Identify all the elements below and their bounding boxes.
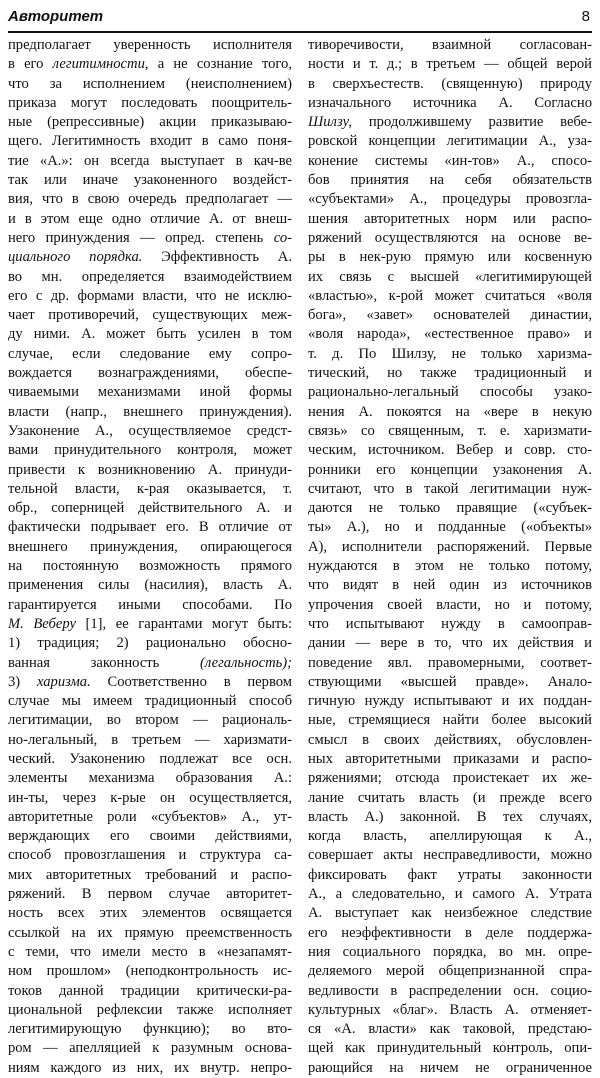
text-line — [8, 808, 292, 827]
text-line — [8, 518, 292, 537]
text-run: «воля народа», «естественное право» и — [308, 326, 592, 343]
text-line — [308, 345, 592, 364]
text-line — [308, 634, 592, 653]
text-line — [308, 538, 592, 557]
text-run: ности и т. д.; в третьем — общей верой — [308, 56, 592, 73]
text-run: их связь с высшей «легитимирующей — [308, 268, 592, 285]
text-line — [8, 962, 292, 981]
header-rule — [8, 31, 592, 33]
text-run: приказа могут последовать поощритель- — [8, 94, 292, 111]
text-run: что за исполнением (неисполнением) — [8, 75, 292, 92]
text-run: Эффективность А. — [142, 249, 292, 266]
text-line — [8, 499, 292, 518]
text-run: ческим, источником. Вебер и совр. сто- — [308, 442, 592, 459]
text-run: А. выступает как неизбежное следствие — [308, 905, 592, 922]
text-run: изначального источника А. Согласно — [308, 94, 592, 111]
text-line — [308, 1059, 592, 1078]
text-line — [308, 36, 592, 55]
text-line — [8, 75, 292, 94]
text-line — [308, 55, 592, 74]
text-run: А), исполнители распоряжений. Первые — [308, 538, 592, 555]
text-run: вия, что в свою очередь предполагает — — [8, 191, 292, 208]
text-line — [308, 190, 592, 209]
text-run: верждающих его своими действиями, — [8, 828, 292, 845]
text-run: что испытывают нужду в самооправ- — [308, 615, 592, 632]
text-run: чает противоречий, существующих меж- — [8, 307, 292, 324]
text-run: а не сознание того, — [148, 56, 292, 73]
text-run: тие «А.»: он всегда выступает в кач-ве — [8, 152, 292, 169]
text-line — [308, 827, 592, 846]
text-run: ронники его концепции узаконения А. — [308, 461, 592, 478]
text-run: ряжений осуществляются на основе ве- — [308, 229, 592, 246]
text-line — [8, 654, 292, 673]
text-line — [8, 55, 292, 74]
text-run: ряжений. В первом случае авторитет- — [8, 886, 292, 903]
text-run: легитимирующую функцию); во вто- — [8, 1021, 292, 1038]
text-line — [8, 152, 292, 171]
text-line — [308, 673, 592, 692]
left-column — [8, 36, 292, 1078]
text-line — [8, 769, 292, 788]
text-run: ты» А.), но и подданные («объекты» — [308, 519, 592, 536]
text-line — [8, 866, 292, 885]
text-run: его неэффективности в деле поддержа- — [308, 924, 592, 941]
text-run: ся «А. власти» как таковой, предстаю- — [308, 1021, 592, 1038]
text-run: бога», «завет» основателей династии, — [308, 307, 592, 324]
text-run: так или иначе узаконенного воздейст- — [8, 172, 292, 189]
text-run: ряжениями; отсюда проистекает их же- — [308, 770, 592, 787]
text-line — [8, 268, 292, 287]
text-run: фактически подрывает его. В отличие от — [8, 519, 292, 536]
text-line — [308, 1001, 592, 1020]
text-run: тический, но также традиционный и — [308, 365, 592, 382]
text-line — [308, 325, 592, 344]
text-run: тельной власти, к-рая оказывается, т. — [8, 480, 292, 497]
text-run: совершает акты несправедливости, можно — [308, 847, 592, 864]
page-number: 8 — [581, 8, 590, 25]
text-line — [308, 731, 592, 750]
text-run: ные, стремящиеся найти более высокий — [308, 712, 592, 729]
text-line — [308, 1020, 592, 1039]
text-run: во мн. определяется взаимодействием — [8, 268, 292, 285]
text-line — [8, 789, 292, 808]
italic-term: (легальность); — [200, 654, 292, 671]
text-line — [8, 441, 292, 460]
text-line — [308, 711, 592, 730]
text-run: ровской концепции легитимации А., уза- — [308, 133, 592, 150]
text-run: даются не только правящие («субъек- — [308, 500, 592, 517]
page-header — [8, 8, 592, 28]
text-run: ры в нек-рую прямую или косвенную — [308, 249, 592, 266]
text-line — [8, 94, 292, 113]
italic-term: харизма. — [36, 673, 91, 690]
text-run: случае, если следование ему сопро- — [8, 345, 292, 362]
text-run: деляемого мерой общепризнанной спра- — [308, 963, 592, 980]
text-line — [8, 190, 292, 209]
text-run: шения авторитетных норм или распо- — [308, 210, 592, 227]
text-run: ин-ты, через к-рые он осуществляется, — [8, 789, 292, 806]
text-line — [308, 152, 592, 171]
text-line — [308, 615, 592, 634]
text-run: щей как принудительный контроль, опи- — [308, 1040, 592, 1057]
text-line — [308, 982, 592, 1001]
text-run: Узаконение А., осуществляемое средст- — [8, 422, 292, 439]
text-line — [308, 846, 592, 865]
text-line — [8, 904, 292, 923]
text-line — [308, 692, 592, 711]
text-line — [308, 403, 592, 422]
text-run: элементы механизма образования А.: — [8, 770, 292, 787]
text-run: конение системы «ин-тов» А., спосо- — [308, 152, 592, 169]
text-run: «субъектами» А., процедуры провозгла- — [308, 191, 592, 208]
text-run: упрочения своей власти, но и потому, — [308, 596, 592, 613]
text-line — [8, 576, 292, 595]
text-run: предполагает уверенность исполнителя — [8, 37, 292, 53]
text-line — [8, 982, 292, 1001]
text-line — [8, 731, 292, 750]
text-line — [308, 866, 592, 885]
text-run: А., а следовательно, и самого А. Утрата — [308, 886, 592, 903]
text-line — [8, 557, 292, 576]
text-line — [308, 750, 592, 769]
text-run: ческий. Узаконению подлежат все осн. — [8, 750, 292, 767]
text-run: т. д. По Шилзу, не только харизма- — [308, 345, 592, 362]
text-line — [308, 576, 592, 595]
text-run: лание считать власть (и прежде всего — [308, 789, 592, 806]
text-run: культурных «благ». Власть А. отменяет- — [308, 1001, 592, 1018]
text-run: применения силы (насилия), власть А. — [8, 577, 292, 594]
text-line — [8, 596, 292, 615]
text-run: что видят в ней один из источников — [308, 577, 592, 594]
text-run: власти (напр., внешнего принуждения). — [8, 403, 292, 420]
text-line — [308, 461, 592, 480]
text-line — [8, 248, 292, 267]
text-line — [8, 171, 292, 190]
text-run: привести к возникновению А. принуди- — [8, 461, 292, 478]
text-run: «властью», к-рой может считаться «воля — [308, 287, 592, 304]
text-line — [8, 36, 292, 55]
text-run: случае мы имеем традиционный способ — [8, 693, 292, 710]
text-line — [8, 943, 292, 962]
text-line — [308, 383, 592, 402]
text-run: ность всех этих элементов освящается — [8, 905, 292, 922]
text-run: вами принудительного контроля, может — [8, 442, 292, 459]
text-run: тиворечивости, взаимной согласован- — [308, 37, 592, 53]
text-run: ния социального порядка, во мн. опре- — [308, 943, 592, 960]
italic-term: циального порядка. — [8, 249, 143, 266]
text-line — [8, 287, 292, 306]
text-line — [8, 345, 292, 364]
text-line — [8, 210, 292, 229]
text-run: рационально-легальный способы узако- — [308, 384, 592, 401]
text-run: продолжившему развитие вебе- — [352, 114, 592, 131]
text-run: ниям каждого из них, их внутр. непро- — [8, 1059, 292, 1076]
text-run: дании — вере в то, что их действия и — [308, 635, 592, 652]
text-run: способ провозглашения и структура са- — [8, 847, 292, 864]
text-line — [8, 846, 292, 865]
text-line — [8, 692, 292, 711]
text-line — [8, 711, 292, 730]
text-line — [8, 538, 292, 557]
text-line — [308, 962, 592, 981]
text-run: ванная законность — [8, 654, 201, 671]
text-line — [8, 306, 292, 325]
text-run: рающийся на ничем не ограниченное — [308, 1059, 592, 1076]
text-line — [308, 808, 592, 827]
text-line — [308, 596, 592, 615]
text-line — [308, 924, 592, 943]
text-run: токов данной традиции критически-ра- — [8, 982, 292, 999]
right-column — [308, 36, 592, 1078]
text-run: него принуждения — опред. степень — [8, 229, 274, 246]
text-line — [8, 113, 292, 132]
italic-term: Шилзу, — [308, 114, 353, 131]
text-run: мих авторитетных требований и распо- — [8, 866, 292, 883]
text-run: власть А.) законной. В тех случаях, — [308, 808, 592, 825]
text-line — [308, 306, 592, 325]
text-run: его с др. формами власти, что не исклю- — [8, 287, 292, 304]
text-run: щего. Легитимность входит в само поня- — [8, 133, 292, 150]
text-run: бов принятия на себя обязательств — [308, 172, 592, 189]
text-line — [308, 422, 592, 441]
text-run: 3) — [8, 673, 37, 690]
text-line — [8, 1020, 292, 1039]
text-line — [8, 615, 292, 634]
text-run: Соответственно в первом — [90, 673, 292, 690]
text-run: когда власть, апеллирующая к А., — [308, 828, 592, 845]
text-run: связь» со священным, т. е. харизмати- — [308, 422, 592, 439]
text-line — [308, 499, 592, 518]
text-run: фиксировать факт утраты законности — [308, 866, 592, 883]
text-run: ном прошлом» (неподконтрольность ис- — [8, 963, 292, 980]
text-line — [308, 268, 592, 287]
text-run: легитимации, во втором — рациональ- — [8, 712, 292, 729]
text-run: 1) традиция; 2) рационально обосно- — [8, 635, 292, 652]
text-run: авторитетные роли «субъектов» А., ут- — [8, 808, 292, 825]
text-line — [8, 383, 292, 402]
text-run: в сверхъестеств. (священную) природу — [308, 75, 592, 92]
text-run: обр., соперницей действительного А. и — [8, 500, 292, 517]
text-line — [308, 480, 592, 499]
text-line — [8, 885, 292, 904]
text-line — [8, 750, 292, 769]
text-run: гарантируется иными способами. По — [8, 596, 292, 613]
text-run: нения А. покоятся на «вере в некую — [308, 403, 592, 420]
text-line — [8, 673, 292, 692]
text-line — [8, 325, 292, 344]
text-run: и в этом еще одно отличие А. от внеш- — [8, 210, 292, 227]
text-line — [8, 480, 292, 499]
text-run: чиваемыми механизмами иной формы — [8, 384, 292, 401]
text-run: ссылкой на их прямую преемственность — [8, 924, 292, 941]
text-line — [8, 634, 292, 653]
text-line — [308, 769, 592, 788]
text-line — [308, 229, 592, 248]
text-line — [308, 75, 592, 94]
text-line — [308, 94, 592, 113]
text-line — [8, 229, 292, 248]
text-line — [308, 441, 592, 460]
text-run: гичную нужду испытывают и их поддан- — [308, 693, 592, 710]
text-line — [308, 132, 592, 151]
text-line — [308, 654, 592, 673]
text-line — [308, 943, 592, 962]
running-head: Авторитет — [8, 8, 104, 25]
text-run: смысл в своих действиях, обусловлен- — [308, 731, 592, 748]
text-line — [308, 557, 592, 576]
text-line — [308, 518, 592, 537]
text-run: ду ними. А. может быть усилен в том — [8, 326, 292, 343]
text-run: ведливости в распределении осн. социо- — [308, 982, 592, 999]
text-run: ром — апелляцией к разумным основа- — [8, 1040, 292, 1057]
text-line — [308, 248, 592, 267]
text-line — [308, 885, 592, 904]
text-line — [8, 1039, 292, 1058]
text-run: внешнего принуждения, опирающегося — [8, 538, 292, 555]
text-line — [308, 1039, 592, 1058]
text-line — [8, 132, 292, 151]
text-run: [1], ее гарантами могут быть: — [75, 615, 292, 632]
text-run: с теми, что имели место в «незапамят- — [8, 943, 292, 960]
text-line — [8, 1059, 292, 1078]
text-line — [8, 422, 292, 441]
text-line — [8, 924, 292, 943]
italic-term: со- — [273, 229, 292, 246]
text-run: ные (репрессивные) акции приказываю- — [8, 114, 292, 131]
text-run: нуждаются в этом не только потому, — [308, 558, 592, 575]
text-run: ных авторитетными приказами и распо- — [308, 750, 592, 767]
text-line — [308, 904, 592, 923]
text-line — [308, 210, 592, 229]
text-line — [8, 403, 292, 422]
text-run: на постоянную возможность прямого — [8, 558, 292, 575]
text-line — [308, 364, 592, 383]
text-line — [308, 287, 592, 306]
text-run: поведение явл. правомерными, соответ- — [308, 654, 592, 671]
text-line — [8, 1001, 292, 1020]
text-run: вождается вознаграждениями, обеспе- — [8, 365, 292, 382]
text-run: считают, что в такой легитимации нуж- — [308, 480, 592, 497]
text-line — [308, 789, 592, 808]
text-line — [308, 171, 592, 190]
italic-term: М. Веберу — [8, 615, 76, 632]
text-run: в его — [8, 56, 53, 73]
text-line — [8, 827, 292, 846]
text-run: циональной рефлексии также исполняет — [8, 1001, 292, 1018]
italic-term: легитимности, — [52, 56, 149, 73]
text-line — [308, 113, 592, 132]
text-line — [8, 364, 292, 383]
text-line — [8, 461, 292, 480]
text-run: но-легальный, в третьем — харизмати- — [8, 731, 292, 748]
text-run: ствующими «высшей правде». Анало- — [308, 673, 592, 690]
